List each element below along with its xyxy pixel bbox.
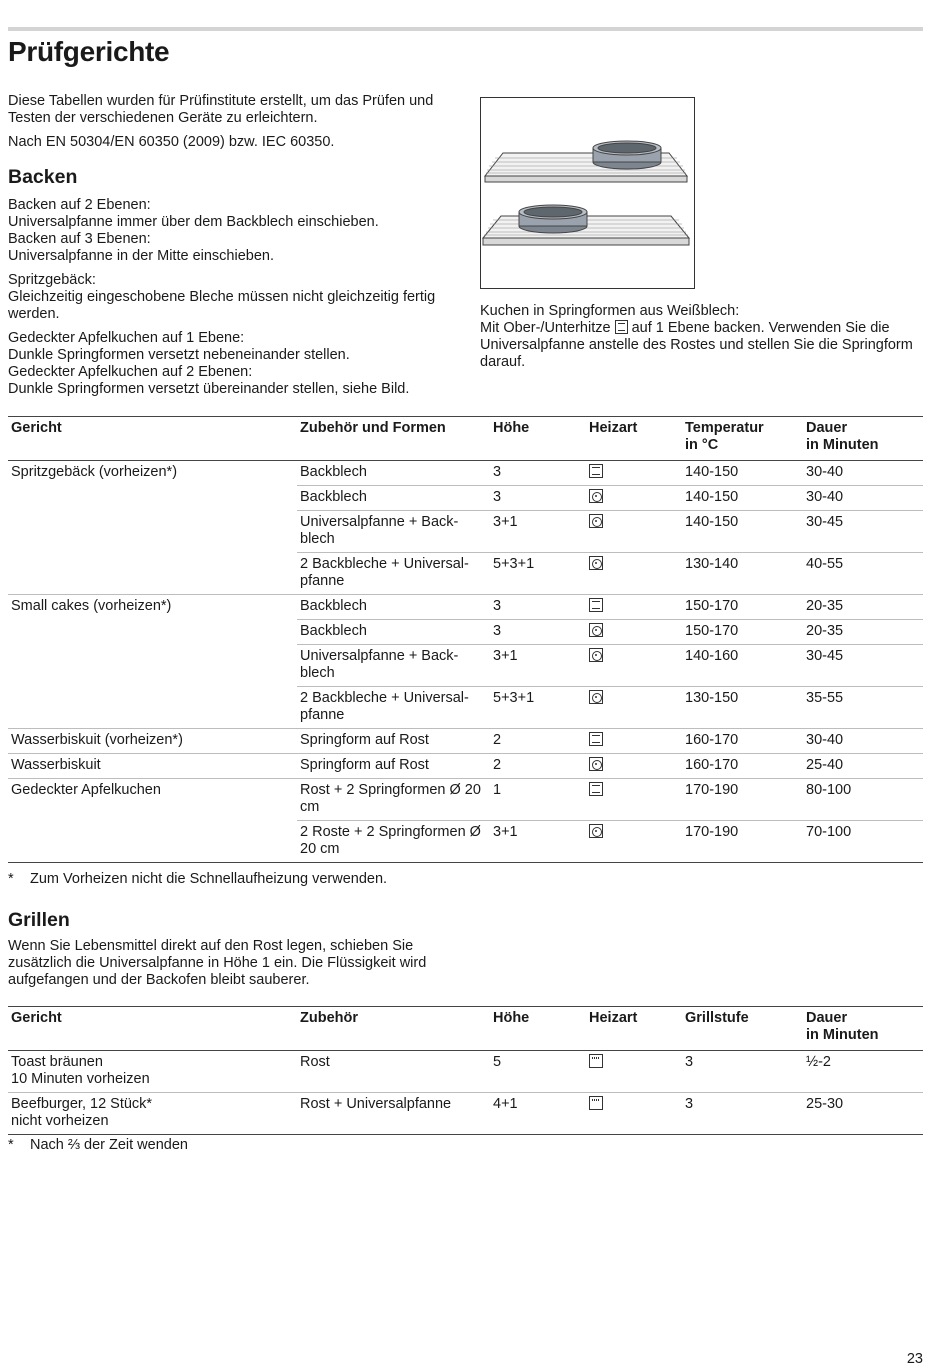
cell-zubehoer: 2 Backbleche + Universal-pfanne: [297, 553, 490, 595]
section-heading-grillen: Grillen: [8, 909, 70, 931]
text-line: Dunkle Springformen versetzt nebeneinander stellen.: [8, 347, 350, 363]
footnote-marker: *: [8, 1137, 14, 1153]
cell-zubehoer: Backblech: [297, 595, 490, 620]
text-line: Mit Ober-/Unterhitze: [480, 320, 611, 336]
cell-hoehe: 4+1: [490, 1093, 586, 1135]
text-line: Backen auf 2 Ebenen:: [8, 197, 151, 213]
text-line: Gleichzeitig eingeschobene Bleche müssen nicht gleichzeitig fertig werden.: [8, 289, 436, 322]
col-header-dauer: [803, 1007, 923, 1051]
col-header-dauer: [803, 417, 923, 461]
cell-hoehe: 3+1: [490, 511, 586, 553]
page-title: Prüfgerichte: [8, 36, 170, 67]
cell-hoehe: 5: [490, 1051, 586, 1093]
bake-footnote: [8, 871, 387, 888]
cell-zubehoer: Rost + 2 Springformen Ø 20 cm: [297, 779, 490, 821]
text-line: Kuchen in Springformen aus Weißblech:: [480, 303, 740, 319]
cell-heizart: [586, 553, 682, 595]
cell-zubehoer: Backblech: [297, 461, 490, 486]
cell-zubehoer: Universalpfanne + Back-blech: [297, 511, 490, 553]
cell-zubehoer: Rost: [297, 1051, 490, 1093]
table-row: [8, 687, 923, 729]
text-line: Backen auf 3 Ebenen:: [8, 231, 151, 247]
cell-gericht: [8, 486, 297, 511]
section-heading-backen: Backen: [8, 166, 78, 188]
cell-heizart: [586, 729, 682, 754]
table-row: [8, 461, 923, 486]
cell-dauer: 35-55: [803, 687, 923, 729]
cell-zubehoer: 2 Backbleche + Universal-pfanne: [297, 687, 490, 729]
cell-gericht: [8, 1093, 297, 1135]
grill-table: [8, 1006, 923, 1135]
cell-temperatur: 130-140: [682, 553, 803, 595]
col-header-zubehoer: Zubehör: [297, 1007, 490, 1051]
table-row: [8, 1051, 923, 1093]
cell-temperatur: 160-170: [682, 754, 803, 779]
heissluft-icon: [589, 623, 603, 637]
text-line: Gedeckter Apfelkuchen auf 1 Ebene:: [8, 330, 245, 346]
cell-dauer: 25-40: [803, 754, 923, 779]
cell-heizart: [586, 1051, 682, 1093]
cell-gericht: Gedeckter Apfelkuchen: [11, 782, 161, 798]
cell-heizart: [586, 779, 682, 821]
cell-temperatur: 150-170: [682, 595, 803, 620]
text-line: Gedeckter Apfelkuchen auf 2 Ebenen:: [8, 364, 253, 380]
grill-footnote: [8, 1137, 188, 1154]
cell-dauer: 20-35: [803, 620, 923, 645]
heissluft-icon: [589, 690, 603, 704]
table-row: [8, 1093, 923, 1135]
cell-dauer: 70-100: [803, 821, 923, 863]
col-header-hoehe: Höhe: [490, 1007, 586, 1051]
cell-gericht: [8, 645, 297, 687]
racks-with-springforms-icon: [481, 98, 694, 288]
table-row: [8, 754, 923, 779]
cell-temperatur: 150-170: [682, 620, 803, 645]
springform-illustration: [480, 97, 695, 289]
grillen-paragraph: Wenn Sie Lebensmittel direkt auf den Rost legen, schieben Sie zusätzlich die Universalpfanne in Höhe 1 ein. Die Flüssigkeit wird aufgefangen und der Backofen bleibt sauberer.: [8, 938, 427, 988]
cell-dauer: 20-35: [803, 595, 923, 620]
cell-gericht: [8, 553, 297, 595]
header-line: Temperatur: [685, 420, 764, 436]
cell-dauer: 30-40: [803, 729, 923, 754]
col-header-heizart: Heizart: [586, 1007, 682, 1051]
cell-gericht: Wasserbiskuit (vorheizen*): [8, 729, 297, 754]
cell-dauer: 30-45: [803, 645, 923, 687]
grill-icon: [589, 1054, 603, 1068]
cell-hoehe: 3: [490, 461, 586, 486]
ober-unterhitze-icon: [589, 464, 603, 478]
cell-temperatur: 140-150: [682, 461, 803, 486]
cell-temperatur: 130-150: [682, 687, 803, 729]
footnote-marker: *: [8, 871, 14, 887]
heissluft-icon: [589, 648, 603, 662]
cell-heizart: [586, 687, 682, 729]
table-row: [8, 729, 923, 754]
apfelkuchen-note: [8, 330, 458, 398]
text-line: Universalpfanne immer über dem Backblech einschieben.: [8, 214, 379, 230]
ober-unterhitze-icon: [589, 598, 603, 612]
heissluft-icon: [589, 556, 603, 570]
cell-zubehoer: Backblech: [297, 620, 490, 645]
header-line: in Minuten: [806, 1027, 879, 1043]
col-header-hoehe: Höhe: [490, 417, 586, 461]
cell-temperatur: 170-190: [682, 821, 803, 863]
col-header-zubehoer: Zubehör und Formen: [297, 417, 490, 461]
table-row: [8, 486, 923, 511]
text-line: Universalpfanne in der Mitte einschieben.: [8, 248, 274, 264]
heissluft-icon: [589, 824, 603, 838]
bake-table: [8, 416, 923, 863]
table-row: [8, 779, 923, 821]
text-line: Dunkle Springformen versetzt übereinander stellen, siehe Bild.: [8, 381, 410, 397]
cell-grillstufe: 3: [682, 1093, 803, 1135]
cell-hoehe: 2: [490, 729, 586, 754]
cell-heizart: [586, 620, 682, 645]
cell-hoehe: 3: [490, 486, 586, 511]
norm-paragraph: Nach EN 50304/EN 60350 (2009) bzw. IEC 60350.: [8, 134, 335, 150]
cell-heizart: [586, 511, 682, 553]
intro-paragraph: Diese Tabellen wurden für Prüfinstitute erstellt, um das Prüfen und Testen der verschiedenen Geräte zu erleichtern.: [8, 93, 434, 126]
cell-hoehe: 5+3+1: [490, 687, 586, 729]
cell-temperatur: 140-160: [682, 645, 803, 687]
col-header-gericht: Gericht: [8, 1007, 297, 1051]
cell-zubehoer: Backblech: [297, 486, 490, 511]
col-header-gericht: Gericht: [8, 417, 297, 461]
text-line: nicht vorheizen: [11, 1113, 109, 1129]
table-row: [8, 553, 923, 595]
intro-column: [8, 93, 458, 405]
cell-heizart: [586, 645, 682, 687]
col-header-grillstufe: Grillstufe: [682, 1007, 803, 1051]
ober-unterhitze-icon: [615, 320, 628, 334]
cell-heizart: [586, 595, 682, 620]
cell-gericht: Wasserbiskuit: [8, 754, 297, 779]
cell-dauer: 40-55: [803, 553, 923, 595]
header-line: Dauer: [806, 420, 848, 436]
heissluft-icon: [589, 489, 603, 503]
header-line: Dauer: [806, 1010, 848, 1026]
cell-dauer: ½-2: [803, 1051, 923, 1093]
cell-zubehoer: Springform auf Rost: [297, 754, 490, 779]
cell-heizart: [586, 821, 682, 863]
cell-hoehe: 3: [490, 595, 586, 620]
cell-zubehoer: Rost + Universalpfanne: [297, 1093, 490, 1135]
cell-dauer: 30-40: [803, 461, 923, 486]
header-line: in °C: [685, 437, 719, 453]
table-row: [8, 595, 923, 620]
footnote-text: Zum Vorheizen nicht die Schnellaufheizung verwenden.: [30, 871, 388, 887]
cell-gericht: Small cakes (vorheizen*): [11, 598, 172, 614]
cell-zubehoer: 2 Roste + 2 Springformen Ø 20 cm: [297, 821, 490, 863]
table-row: [8, 645, 923, 687]
text-line: auf 1 Ebene backen. Verwenden Sie die Universalpfanne anstelle des Rostes und stellen Sie die Springform darauf.: [480, 320, 913, 370]
cell-gericht: [8, 1051, 297, 1093]
ober-unterhitze-icon: [589, 732, 603, 746]
cell-heizart: [586, 754, 682, 779]
ober-unterhitze-icon: [589, 782, 603, 796]
figure-caption: [480, 303, 920, 371]
cell-hoehe: 2: [490, 754, 586, 779]
cell-gericht: [8, 620, 297, 645]
text-line: 10 Minuten vorheizen: [11, 1071, 150, 1087]
text-line: Spritzgebäck:: [8, 272, 96, 288]
cell-temperatur: 160-170: [682, 729, 803, 754]
cell-hoehe: 3: [490, 620, 586, 645]
cell-gericht: [8, 821, 297, 863]
cell-temperatur: 140-150: [682, 486, 803, 511]
header-line: in Minuten: [806, 437, 879, 453]
cell-gericht: [8, 511, 297, 553]
table-row: [8, 620, 923, 645]
cell-hoehe: 3+1: [490, 645, 586, 687]
cell-hoehe: 5+3+1: [490, 553, 586, 595]
spritzgebaeck-note: [8, 272, 458, 323]
table-row: [8, 511, 923, 553]
grill-icon: [589, 1096, 603, 1110]
text-line: Toast bräunen: [11, 1054, 103, 1070]
cell-hoehe: 1: [490, 779, 586, 821]
col-header-heizart: Heizart: [586, 417, 682, 461]
cell-hoehe: 3+1: [490, 821, 586, 863]
col-header-temperatur: [682, 417, 803, 461]
cell-heizart: [586, 486, 682, 511]
cell-heizart: [586, 461, 682, 486]
cell-dauer: 80-100: [803, 779, 923, 821]
heissluft-icon: [589, 514, 603, 528]
cell-zubehoer: Springform auf Rost: [297, 729, 490, 754]
cell-gericht: [8, 687, 297, 729]
table-header-row: [8, 1007, 923, 1051]
backen-ebenen-note: [8, 197, 458, 265]
text-line: Beefburger, 12 Stück*: [11, 1096, 153, 1112]
caption-text: [480, 303, 920, 371]
cell-zubehoer: Universalpfanne + Back-blech: [297, 645, 490, 687]
table-row: [8, 821, 923, 863]
footnote-text: Nach ⅔ der Zeit wenden: [30, 1137, 188, 1153]
cell-temperatur: 170-190: [682, 779, 803, 821]
table-header-row: [8, 417, 923, 461]
cell-dauer: 30-40: [803, 486, 923, 511]
cell-dauer: 25-30: [803, 1093, 923, 1135]
cell-heizart: [586, 1093, 682, 1135]
cell-dauer: 30-45: [803, 511, 923, 553]
top-rule: [8, 27, 923, 31]
cell-temperatur: 140-150: [682, 511, 803, 553]
cell-gericht: Spritzgebäck (vorheizen*): [11, 464, 178, 480]
grillen-section: [8, 908, 468, 989]
cell-grillstufe: 3: [682, 1051, 803, 1093]
page-number: 23: [906, 1351, 923, 1367]
heissluft-icon: [589, 757, 603, 771]
